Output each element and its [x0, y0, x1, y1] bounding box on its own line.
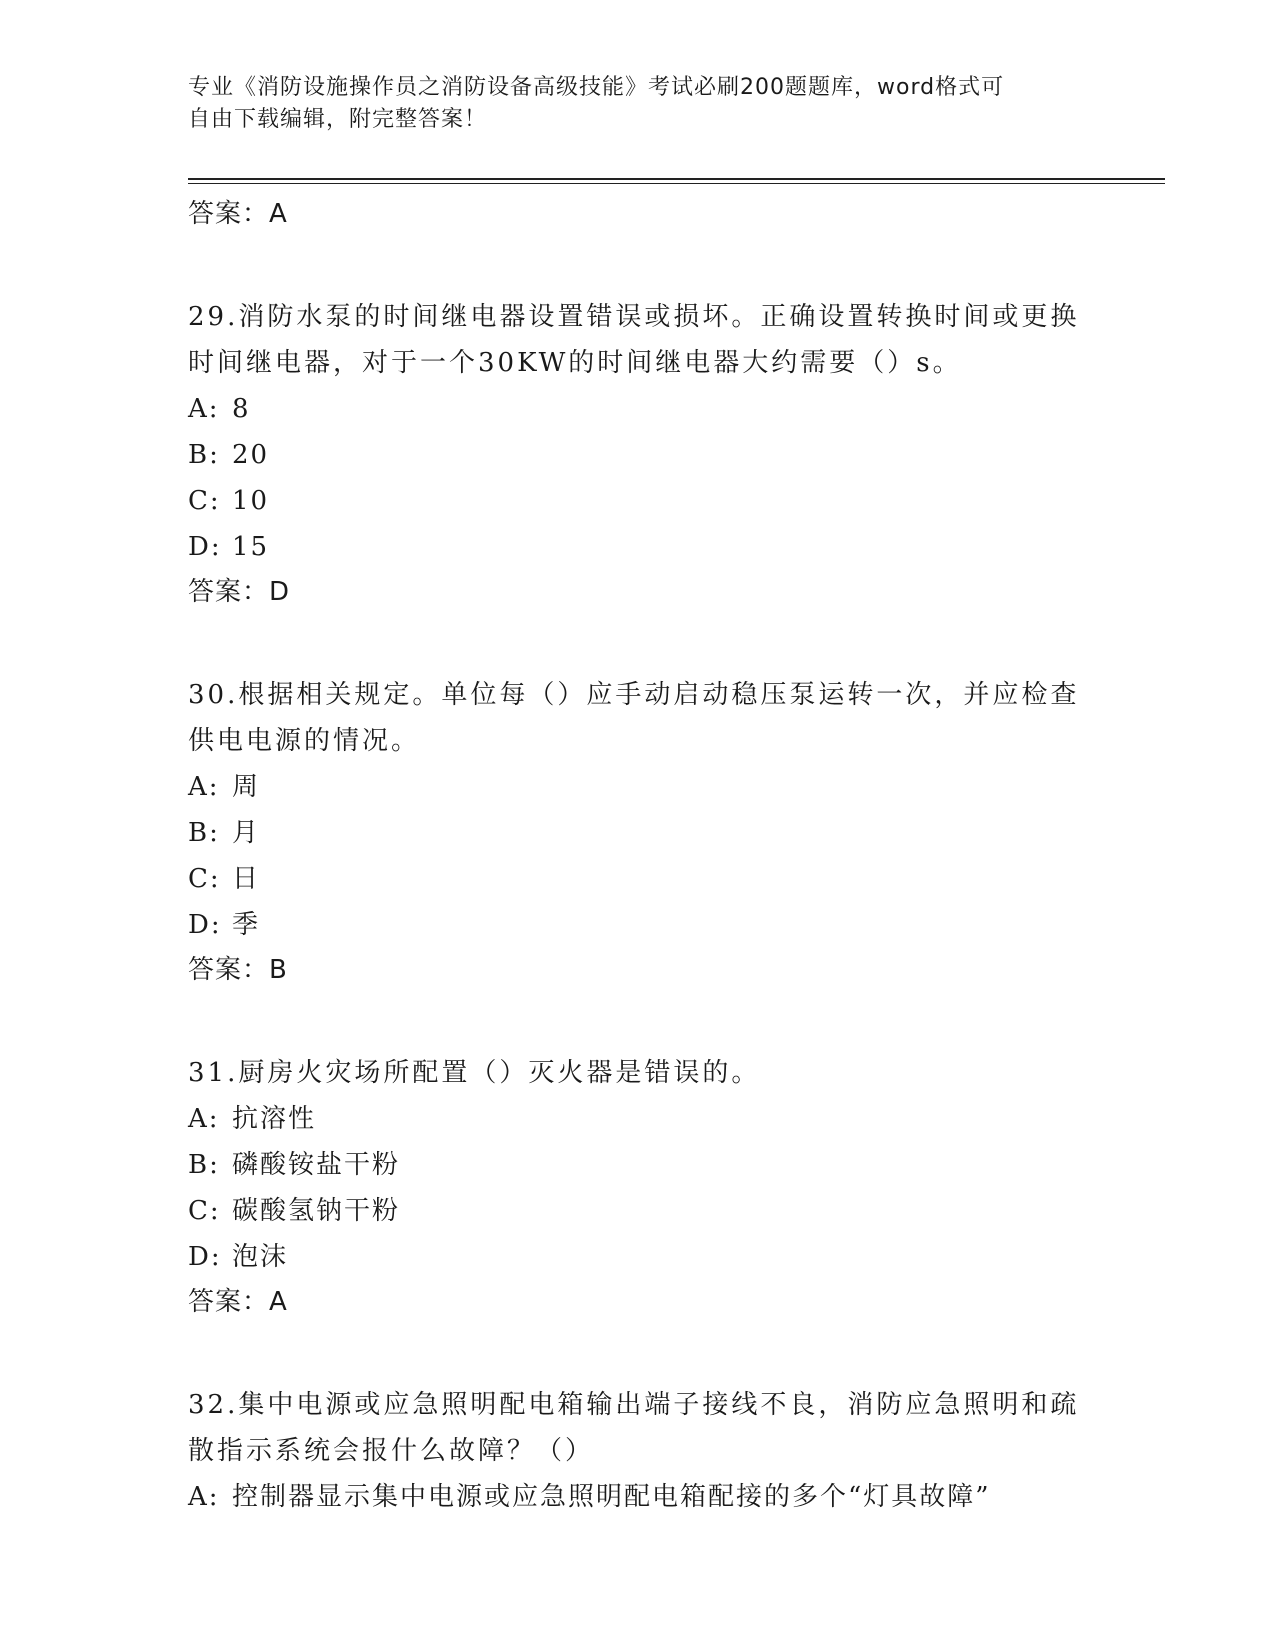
option-b — [188, 1142, 1088, 1188]
header-divider-thick — [188, 178, 1165, 180]
question-block-30 — [188, 672, 1088, 992]
option-b — [188, 432, 1088, 478]
option-b — [188, 810, 1088, 856]
option-text: 季 — [232, 910, 261, 940]
option-key: C: — [188, 1196, 221, 1226]
option-key: D: — [188, 1242, 222, 1272]
option-text: 日 — [232, 864, 261, 894]
question-block-32 — [188, 1382, 1088, 1520]
option-key: B: — [188, 440, 220, 470]
option-key: A: — [188, 772, 220, 802]
option-a — [188, 1096, 1088, 1142]
option-text: 碳酸氢钠干粉 — [232, 1196, 401, 1226]
question-text: 31.厨房火灾场所配置（）灭火器是错误的。 — [188, 1058, 761, 1088]
option-key: B: — [188, 818, 220, 848]
option-key: D: — [188, 532, 222, 562]
question-text: 29.消防水泵的时间继电器设置错误或损坏。正确设置转换时间或更换时间继电器，对于一个30KW的时间继电器大约需要（）s。 — [188, 302, 1080, 378]
option-c — [188, 478, 1088, 524]
answer-line: 答案：A — [188, 199, 288, 229]
option-a — [188, 386, 1088, 432]
option-a — [188, 764, 1088, 810]
option-text: 10 — [232, 486, 270, 516]
option-d — [188, 902, 1088, 948]
question-text: 32.集中电源或应急照明配电箱输出端子接线不良，消防应急照明和疏散指示系统会报什么故障？（） — [188, 1390, 1080, 1466]
option-text: 15 — [232, 532, 270, 562]
header-divider-thin — [188, 183, 1165, 184]
option-c — [188, 856, 1088, 902]
answer-line: 答案：B — [188, 955, 288, 985]
document-header — [188, 72, 1088, 136]
option-c — [188, 1188, 1088, 1234]
option-key: A: — [188, 394, 220, 424]
option-text: 月 — [232, 818, 261, 848]
option-key: B: — [188, 1150, 220, 1180]
question-text: 30.根据相关规定。单位每（）应手动启动稳压泵运转一次，并应检查供电电源的情况。 — [188, 680, 1080, 756]
option-text: 泡沫 — [232, 1242, 289, 1272]
answer-line: 答案：A — [188, 1287, 288, 1317]
option-text: 磷酸铵盐干粉 — [232, 1150, 401, 1180]
option-text: 控制器显示集中电源或应急照明配电箱配接的多个“灯具故障” — [232, 1482, 991, 1512]
option-text: 周 — [232, 772, 261, 802]
option-text: 8 — [232, 394, 251, 424]
option-d — [188, 524, 1088, 570]
answer-line: 答案：D — [188, 577, 291, 607]
option-key: A: — [188, 1482, 220, 1512]
option-key: C: — [188, 864, 221, 894]
question-block-31 — [188, 1050, 1088, 1324]
header-line-1: 专业《消防设施操作员之消防设备高级技能》考试必刷200题题库，word格式可 — [188, 75, 1005, 100]
option-text: 抗溶性 — [232, 1104, 317, 1134]
header-line-2: 自由下载编辑，附完整答案！ — [188, 107, 488, 132]
option-text: 20 — [232, 440, 270, 470]
option-key: D: — [188, 910, 222, 940]
option-a — [188, 1474, 1088, 1520]
option-key: A: — [188, 1104, 220, 1134]
question-list — [188, 190, 1088, 1520]
option-key: C: — [188, 486, 221, 516]
question-block-29 — [188, 294, 1088, 614]
option-d — [188, 1234, 1088, 1280]
